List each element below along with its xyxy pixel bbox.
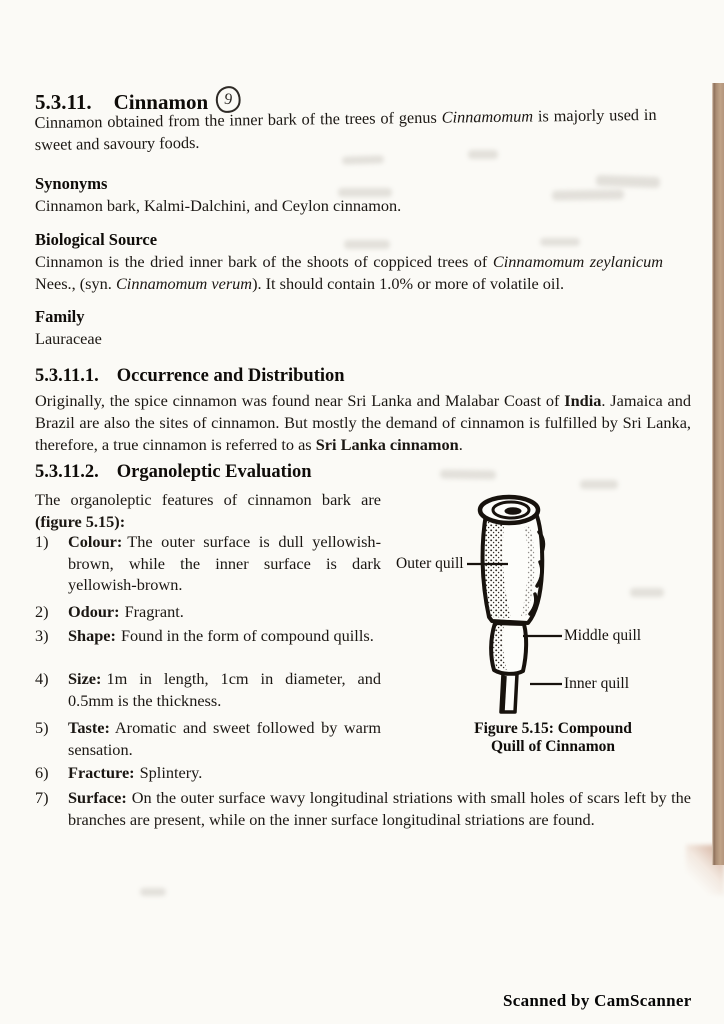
family-text: Lauraceae <box>35 329 102 348</box>
item-body: 1m in length, 1cm in diameter, and 0.5mm is the thickness. <box>68 669 381 710</box>
occurrence-text-pre: Originally, the spice cinnamon was found near Sri Lanka and Malabar Coast of <box>35 391 565 410</box>
occurrence-paragraph <box>35 390 691 455</box>
intro-text-pre: Cinnamon obtained from the inner bark of the trees of genus <box>34 107 442 133</box>
organoleptic-intro-pre: The organoleptic features of cinnamon bark are <box>35 490 381 509</box>
item-body: On the outer surface wavy longitudinal striations with small holes of scars left by the branches are present, while on the inner surface longitudinal striations are found. <box>68 788 691 829</box>
bio-text-mid: Nees., (syn. <box>35 273 116 293</box>
scan-smudge <box>342 155 384 164</box>
item-text <box>68 601 381 623</box>
list-item-shape <box>35 625 381 647</box>
label-outer-quill: Outer quill <box>396 555 464 572</box>
figure-caption <box>438 720 668 755</box>
scan-smudge <box>580 480 618 489</box>
species-name-italic-2: Cinnamomum verum <box>115 273 253 293</box>
bio-text-pre: Cinnamon is the dried inner bark of the shoots of coppiced trees of <box>35 252 493 271</box>
item-number: 5) <box>35 718 49 737</box>
list-item-colour <box>35 531 381 596</box>
occurrence-number: 5.3.11.1. <box>35 366 99 386</box>
organoleptic-intro <box>35 489 381 533</box>
occurrence-text-post: . <box>458 434 463 454</box>
item-number: 3) <box>35 626 49 645</box>
item-text <box>68 787 691 831</box>
item-number: 4) <box>35 669 49 688</box>
item-number: 6) <box>35 763 49 782</box>
scan-smudge <box>552 189 624 200</box>
item-label: Shape: <box>68 626 116 645</box>
scan-smudge <box>630 588 664 597</box>
scan-smudge <box>440 470 496 480</box>
item-body: Found in the form of compound quills. <box>120 626 374 645</box>
figure-compound-quill <box>390 484 700 770</box>
synonyms-heading: Synonyms <box>35 174 108 193</box>
occurrence-text-mid: . Jamaica and Brazil are also the sites of cinnamon. But mostly the demand of cinnamon is fulfilled by Sri Lanka, therefore, a true cinnamon is referred to as <box>35 391 691 454</box>
item-text <box>68 625 381 647</box>
organoleptic-heading <box>35 462 312 483</box>
organoleptic-number: 5.3.11.2. <box>35 462 99 482</box>
item-label: Odour: <box>68 602 120 621</box>
scan-smudge <box>140 888 166 896</box>
figure-caption-line2: Quill of Cinnamon <box>490 737 616 755</box>
occurrence-bold-india: India <box>564 391 602 410</box>
item-body: Splintery. <box>139 763 203 782</box>
item-number: 2) <box>35 602 49 621</box>
item-body: The outer surface is dull yellowish-brown, while the inner surface is dark yellowish-brown. <box>68 532 381 594</box>
occurrence-heading <box>35 366 345 387</box>
figure-caption-line1: Figure 5.15: Compound <box>474 720 632 737</box>
item-number: 7) <box>35 788 49 807</box>
item-body: Aromatic and sweet followed by warm sensation. <box>68 718 381 759</box>
item-text <box>68 717 381 760</box>
item-text <box>68 762 381 784</box>
section-number: 5.3.11. <box>35 90 92 114</box>
list-item-surface <box>35 787 691 831</box>
list-item-fracture <box>35 762 381 784</box>
organoleptic-title: Organoleptic Evaluation <box>116 462 312 482</box>
scan-smudge <box>468 150 498 159</box>
organoleptic-intro-bold: (figure 5.15): <box>35 511 126 531</box>
list-item-size <box>35 668 381 711</box>
camscanner-watermark: Scanned by CamScanner <box>503 991 692 1010</box>
family-heading: Family <box>35 307 85 326</box>
intro-text-post: is majorly used in sweet and savoury foods. <box>34 104 657 154</box>
bio-text-post: ). It should contain 1.0% or more of volatile oil. <box>252 273 565 293</box>
item-label: Fracture: <box>68 763 135 782</box>
item-label: Surface: <box>68 788 127 807</box>
handwritten-circled-mark: 9 <box>214 84 243 115</box>
item-body: Fragrant. <box>124 602 184 621</box>
book-binding-edge <box>712 83 724 865</box>
scan-smudge <box>338 188 392 197</box>
item-text <box>68 531 381 596</box>
label-inner-quill: Inner quill <box>564 675 629 692</box>
item-label: Size: <box>68 669 102 688</box>
scan-smudge <box>344 240 390 249</box>
genus-name-italic: Cinnamomum <box>441 106 534 127</box>
list-item-odour <box>35 601 381 623</box>
synonyms-text: Cinnamon bark, Kalmi-Dalchini, and Ceylon cinnamon. <box>35 196 402 215</box>
item-label: Taste: <box>68 718 110 737</box>
occurrence-bold-srilanka: Sri Lanka cinnamon <box>315 434 459 454</box>
scan-smudge <box>596 175 660 188</box>
species-name-italic-1: Cinnamomum zeylanicum <box>492 252 664 271</box>
item-number: 1) <box>35 532 49 551</box>
label-middle-quill: Middle quill <box>564 627 642 644</box>
section-title: Cinnamon <box>113 90 209 114</box>
intro-paragraph <box>34 104 657 156</box>
occurrence-title: Occurrence and Distribution <box>116 366 345 386</box>
biological-source-heading: Biological Source <box>35 230 158 249</box>
scan-smudge <box>540 238 580 246</box>
biological-source-text <box>35 251 663 295</box>
item-text <box>68 668 381 711</box>
item-label: Colour: <box>68 532 123 551</box>
list-item-taste <box>35 717 381 760</box>
